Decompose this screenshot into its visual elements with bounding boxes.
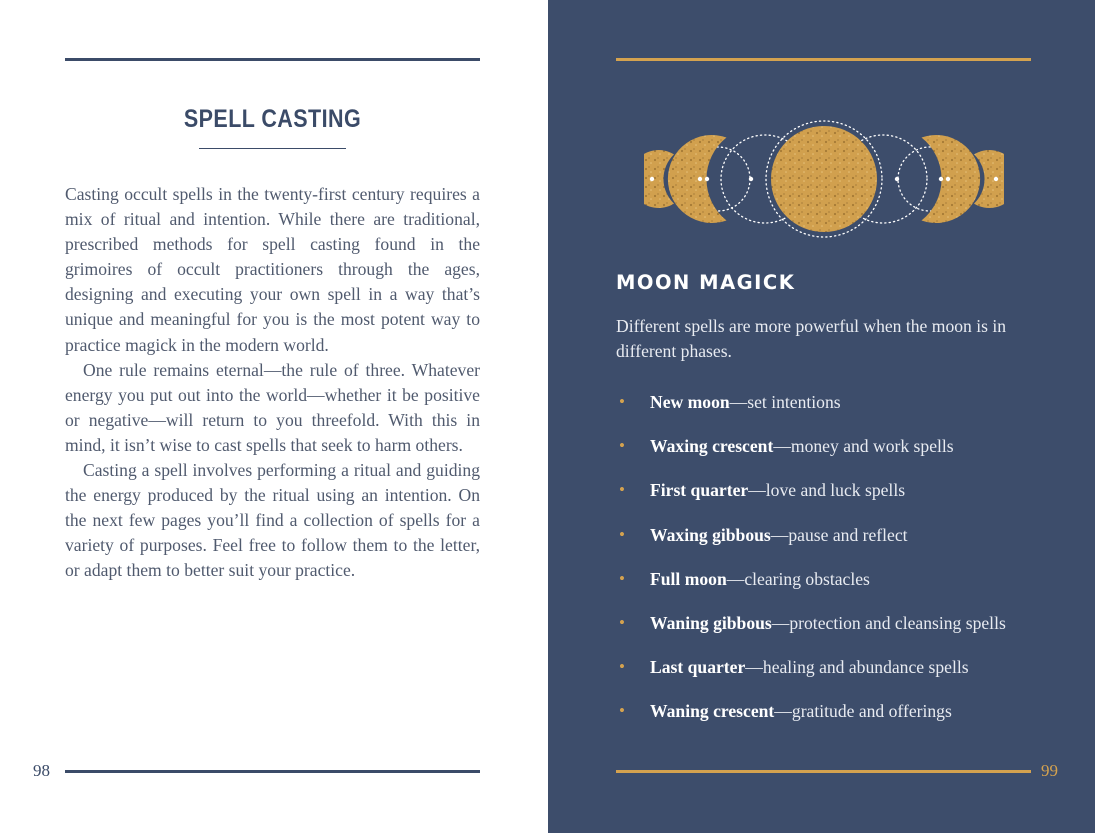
- bullet: •: [619, 657, 625, 677]
- bullet: •: [619, 612, 625, 632]
- paragraph: Casting occult spells in the twenty-first century requires a mix of ritual and intention. While there are traditional, prescribed methods for spell casting found in the grimoires of occult practitioners through the ages, designing and executing your own spell in a way that’s unique and meaningful for you is the most potent way to practice magick in the modern world.: [65, 184, 480, 355]
- phase-name: Waning gibbous: [650, 612, 772, 633]
- paragraph: Casting a spell involves performing a ritual and guiding the energy produced by the ritual using an intention. On the next few pages you’ll find a collection of spells for a variety of purposes. Feel free to follow them to the letter, or adapt them to better suit your practice.: [65, 460, 480, 581]
- phase-name: Last quarter: [650, 657, 746, 678]
- phase-description: —set intentions: [729, 392, 841, 412]
- bullet: •: [619, 568, 625, 588]
- phase-description: —money and work spells: [773, 436, 954, 457]
- heading-underline: [199, 148, 346, 149]
- page-heading: SPELL CASTING: [183, 105, 362, 133]
- list-item: [616, 697, 1006, 741]
- list-item: [616, 476, 1006, 520]
- list-item: [616, 609, 1006, 653]
- phase-description: —protection and cleansing spells: [771, 612, 1006, 633]
- moon-phases-icon: [644, 112, 1004, 246]
- top-rule: [65, 58, 480, 61]
- bullet: •: [619, 392, 625, 411]
- phase-name: Waning crescent: [650, 701, 775, 722]
- list-item: [616, 565, 1006, 609]
- top-rule: [616, 58, 1031, 61]
- phase-description: —pause and reflect: [770, 524, 908, 545]
- phase-description: —clearing obstacles: [726, 568, 870, 589]
- list-item: [616, 653, 1006, 697]
- phase-name: First quarter: [650, 480, 749, 501]
- section-heading: MOON MAGICK: [616, 271, 796, 294]
- phase-description: —gratitude and offerings: [774, 701, 952, 722]
- paragraph: One rule remains eternal—the rule of three. Whatever energy you put out into the world—whether it be positive or negative—will return to you threefold. With this in mind, it isn’t wise to cast spells that seek to harm others.: [65, 359, 480, 455]
- phase-name: Waxing crescent: [650, 436, 774, 457]
- intro-text: Different spells are more powerful when the moon is in different phases.: [616, 316, 1007, 361]
- phase-name: Full moon: [650, 568, 727, 589]
- phase-name: New moon: [650, 392, 730, 412]
- list-item: [616, 388, 1006, 432]
- list-item: [616, 521, 1006, 565]
- body-text: [65, 182, 480, 584]
- phase-description: —healing and abundance spells: [745, 657, 969, 678]
- bullet: •: [619, 701, 625, 721]
- moon-phase-list: [616, 388, 1006, 742]
- phase-description: —love and luck spells: [748, 480, 906, 501]
- page-number: 99: [1041, 761, 1058, 780]
- right-page: [548, 0, 1095, 833]
- list-item: [616, 432, 1006, 476]
- bottom-rule: [616, 770, 1031, 773]
- bottom-rule: [65, 770, 480, 773]
- phase-name: Waxing gibbous: [650, 524, 771, 545]
- bullet: •: [619, 480, 625, 500]
- bullet: •: [619, 436, 625, 456]
- bullet: •: [619, 524, 625, 544]
- page-number: 98: [33, 761, 50, 780]
